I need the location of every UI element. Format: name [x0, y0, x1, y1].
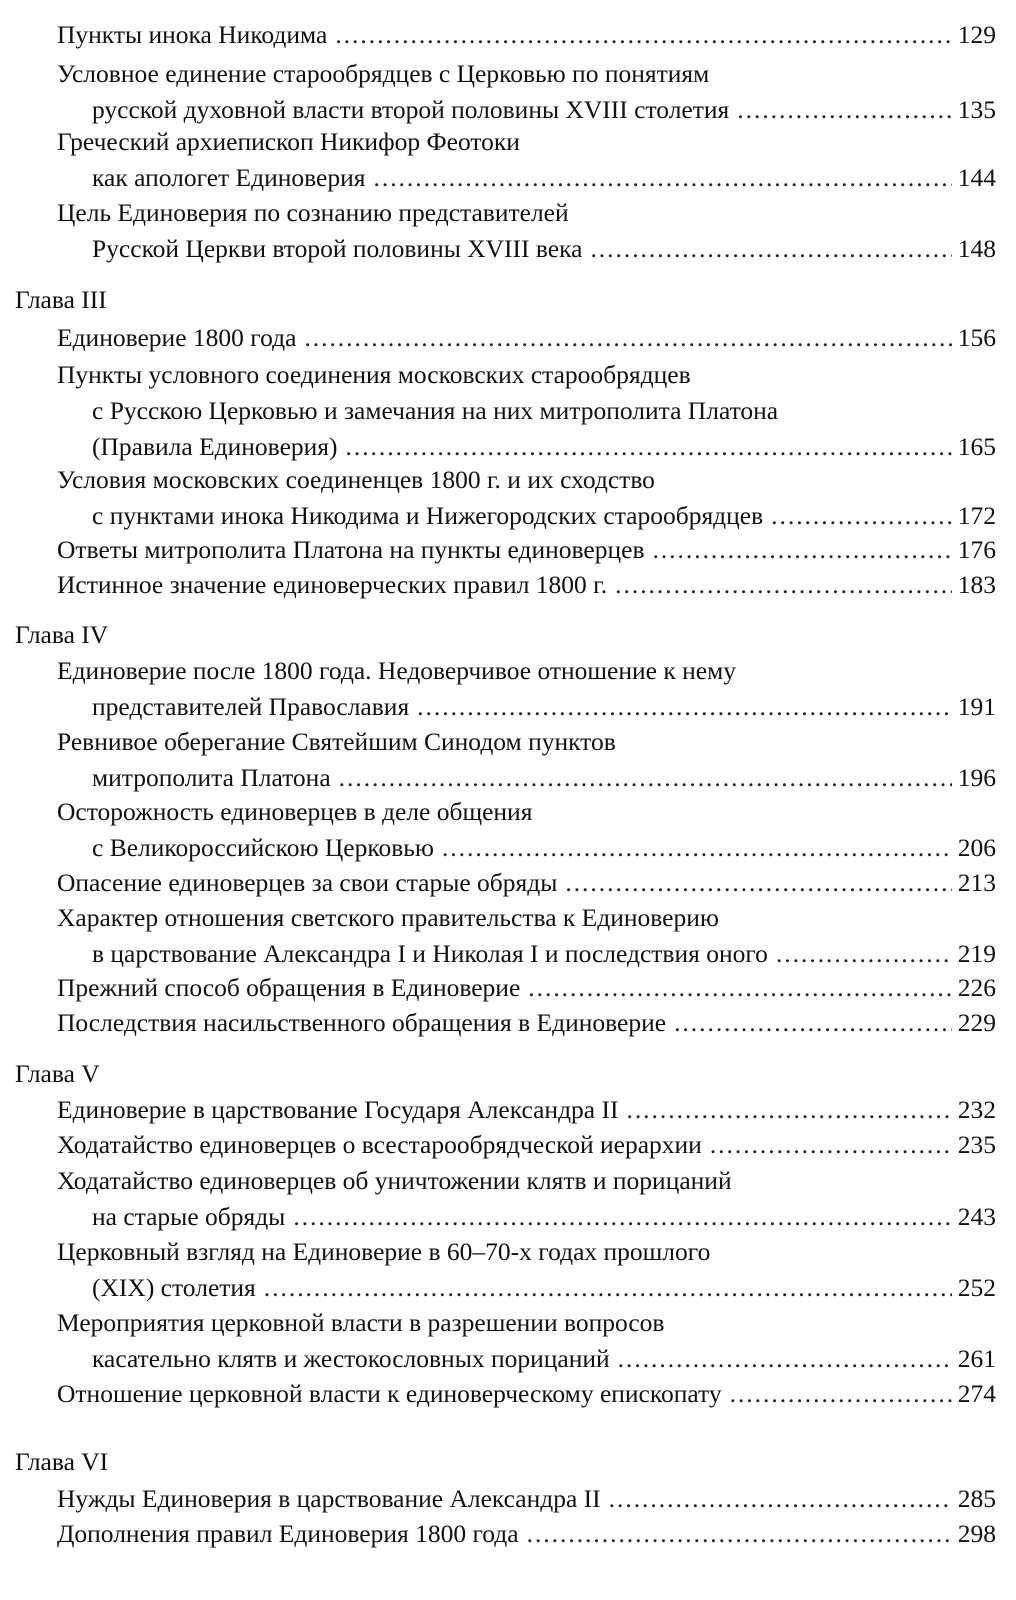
dot-leader [626, 1093, 951, 1127]
dot-leader [335, 18, 951, 52]
dot-leader [565, 866, 951, 900]
dot-leader [615, 568, 952, 602]
entry-title-line: Отношение церковной власти к единоверческому епископату [57, 1379, 722, 1408]
page-number: 229 [957, 1008, 996, 1037]
dot-leader [527, 1517, 952, 1551]
dot-leader [590, 232, 951, 266]
dot-leader [776, 937, 952, 971]
dot-leader [264, 1271, 952, 1305]
dot-leader [730, 1377, 952, 1411]
entry-title-line: касательно клятв и жестокословных порицаний [92, 1344, 610, 1373]
entry-title-line: Осторожность единоверцев в деле общения [57, 797, 533, 826]
entry-title-line: Последствия насильственного обращения в Единоверие [57, 1008, 667, 1037]
dot-leader [442, 831, 952, 865]
dot-leader [710, 1128, 952, 1162]
entry-title-line: (XIX) столетия [92, 1273, 256, 1302]
page-number: 183 [957, 570, 996, 599]
dot-leader [528, 971, 951, 1005]
entry-title-line: с Великороссийскою Церковью [92, 833, 434, 862]
entry-title-line: Нужды Единоверия в царствование Александра II [57, 1484, 601, 1513]
dot-leader [737, 93, 951, 127]
page-number: 172 [957, 501, 996, 530]
page-number: 298 [957, 1519, 996, 1548]
entry-title-line: Церковный взгляд на Единоверие в 60–70-х годах прошлого [57, 1237, 711, 1266]
entry-title-line: Прежний способ обращения в Единоверие [57, 973, 521, 1002]
entry-title-line: Опасение единоверцев за свои старые обряды [57, 868, 558, 897]
entry-title-line: Дополнения правил Единоверия 1800 года [57, 1519, 519, 1548]
entry-title-line: Цель Единоверия по сознанию представителей [57, 198, 569, 227]
dot-leader [374, 161, 952, 195]
page-number: 226 [957, 973, 996, 1002]
dot-leader [339, 761, 952, 795]
entry-title-line: Единоверие 1800 года [57, 323, 297, 352]
page-number: 285 [957, 1484, 996, 1513]
page-number: 148 [957, 234, 996, 263]
page-number: 219 [957, 939, 996, 968]
entry-title-line: на старые обряды [92, 1202, 286, 1231]
chapter-heading: Глава V [15, 1059, 100, 1088]
entry-title-line: Истинное значение единоверческих правил 1800 г. [57, 570, 608, 599]
entry-title-line: Русской Церкви второй половины XVIII века [92, 234, 583, 263]
page-number: 206 [957, 833, 996, 862]
page-number: 261 [957, 1344, 996, 1373]
dot-leader [674, 1006, 952, 1040]
entry-title-line: Мероприятия церковной власти в разрешении вопросов [57, 1308, 665, 1337]
page-number: 274 [957, 1379, 996, 1408]
chapter-heading: Глава III [15, 285, 107, 314]
entry-title-line: русской духовной власти второй половины XVIII столетия [92, 95, 730, 124]
entry-title-line: (Правила Единоверия) [92, 432, 338, 461]
page-number: 213 [957, 868, 996, 897]
entry-title-line: Греческий архиепископ Никифор Феотоки [57, 127, 520, 156]
entry-title-line: Ответы митрополита Платона на пункты единоверцев [57, 535, 645, 564]
page-number: 252 [957, 1273, 996, 1302]
page-number: 129 [957, 20, 996, 49]
page-number: 165 [957, 432, 996, 461]
entry-title-line: Ходатайство единоверцев о всестарообрядческой иерархии [57, 1130, 702, 1159]
dot-leader [609, 1482, 952, 1516]
dot-leader [346, 430, 952, 464]
page-number: 176 [957, 535, 996, 564]
entry-title-line: митрополита Платона [92, 763, 331, 792]
page-number: 243 [957, 1202, 996, 1231]
entry-title-line: с пунктами инока Никодима и Нижегородских старообрядцев [92, 501, 764, 530]
entry-title-line: Условия московских соединенцев 1800 г. и их сходство [57, 465, 655, 494]
entry-title-line: Единоверие после 1800 года. Недоверчивое отношение к нему [57, 656, 736, 685]
dot-leader [652, 533, 951, 567]
page-number: 232 [957, 1095, 996, 1124]
entry-title-line: Ходатайство единоверцев об уничтожении клятв и порицаний [57, 1166, 732, 1195]
dot-leader [618, 1342, 952, 1376]
entry-title-line: Пункты инока Никодима [57, 20, 328, 49]
chapter-heading: Глава VI [15, 1447, 109, 1476]
entry-title-line: с Русскою Церковью и замечания на них митрополита Платона [92, 396, 779, 425]
page-number: 191 [957, 692, 996, 721]
page-number: 144 [957, 163, 996, 192]
entry-title-line: представителей Православия [92, 692, 410, 721]
dot-leader [293, 1200, 951, 1234]
entry-title-line: Единоверие в царствование Государя Александра II [57, 1095, 619, 1124]
entry-title-line: Характер отношения светского правительства к Единоверию [57, 903, 719, 932]
entry-title-line: Пункты условного соединения московских старообрядцев [57, 360, 691, 389]
chapter-heading: Глава IV [15, 620, 109, 649]
entry-title-line: в царствование Александра I и Николая I и последствия оного [92, 939, 768, 968]
page-number: 156 [957, 323, 996, 352]
dot-leader [304, 321, 951, 355]
entry-title-line: как апологет Единоверия [92, 163, 366, 192]
dot-leader [771, 499, 952, 533]
page-number: 196 [957, 763, 996, 792]
dot-leader [417, 690, 952, 724]
entry-title-line: Ревнивое оберегание Святейшим Синодом пунктов [57, 727, 616, 756]
entry-title-line: Условное единение старообрядцев с Церковью по понятиям [57, 59, 710, 88]
page-number: 135 [957, 95, 996, 124]
page-number: 235 [957, 1130, 996, 1159]
